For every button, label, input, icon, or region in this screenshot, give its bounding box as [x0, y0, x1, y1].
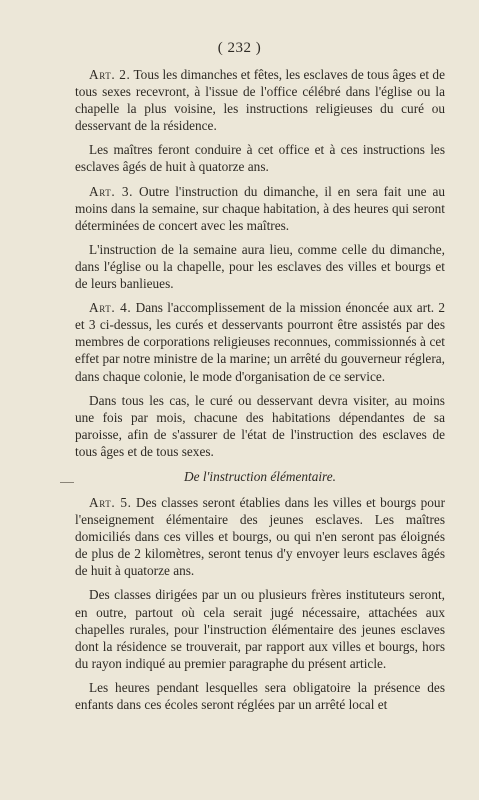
paragraph-text: Des classes dirigées par un ou plusieurs frères instituteurs seront, en outre, partout où cela serait jugé nécessaire, attachées aux chapelles rurales, pour l'instruction élémentaire des jeunes esclaves dont la résidence se trouverait, par rapport aux villes et bourgs, hors du rayon indiqué au premier paragraphe du présent article. — [75, 587, 445, 671]
paragraph — [75, 241, 445, 292]
paragraph-art-4 — [75, 299, 445, 384]
paragraph-text: Dans l'accomplissement de la mission énoncée aux art. 2 et 3 ci-dessus, les curés et desservants pourront être assistés par des membres de corporations religieuses reconnues, commissionnés à cet effet par notre ministre de la marine; un arrêté du gouverneur réglera, dans chaque colonie, le mode d'organisation de ce service. — [75, 300, 446, 384]
section-heading: De l'instruction élémentaire. — [184, 468, 336, 484]
paragraph-text: Des classes seront établies dans les villes et bourgs pour l'enseignement élémentaire des jeunes esclaves. Les maîtres domiciliés dans ces villes et bourgs, ou qui n'en seront pas éloignés de plus de 2 kilomètres, seront tenus d'y envoyer leurs esclaves âgés de huit à quatorze ans. — [75, 494, 445, 579]
paragraph-text: Dans tous les cas, le curé ou desservant devra visiter, au moins une fois par mois, chacune des habitations dépendantes de sa paroisse, afin de s'assurer de l'état de l'instruction des esclaves de tous âges et de tous sexes. — [75, 392, 445, 459]
paragraph-art-3 — [75, 183, 445, 234]
article-label: Art. 4. — [89, 300, 132, 316]
margin-mark — [60, 482, 74, 483]
paragraph — [75, 141, 445, 175]
body-text — [75, 66, 445, 720]
paragraph-art-2 — [75, 66, 445, 134]
article-label: Art. 2. — [89, 67, 131, 82]
paragraph-text: L'instruction de la semaine aura lieu, comme celle du dimanche, dans l'église ou la chapelle, pour les esclaves des villes et bourgs et de leurs banlieues. — [75, 241, 445, 292]
article-label: Art. 5. — [89, 494, 132, 510]
paragraph — [75, 679, 445, 713]
paragraph-text: Outre l'instruction du dimanche, il en sera fait une au moins dans la semaine, sur chaque habitation, à des heures qui seront déterminées de concert avec les maîtres. — [75, 183, 446, 233]
paragraph-text: Les heures pendant lesquelles sera obligatoire la présence des enfants dans ces écoles seront réglées par un arrêté local et — [75, 679, 445, 712]
paragraph — [75, 586, 445, 671]
paragraph — [75, 392, 445, 460]
paragraph-text: Tous les dimanches et fêtes, les esclaves de tous âges et de tous sexes recevront, à l'issue de l'office célébré dans l'église ou la chapelle la plus voisine, les instructions religieuses du curé ou desservant de la résidence. — [75, 67, 445, 134]
article-label: Art. 3. — [89, 183, 134, 199]
paragraph-text: Les maîtres feront conduire à cet office et à ces instructions les esclaves âgés de huit à quatorze ans. — [75, 142, 445, 175]
paragraph-art-5 — [75, 494, 445, 579]
page-number: ( 232 ) — [217, 40, 262, 56]
